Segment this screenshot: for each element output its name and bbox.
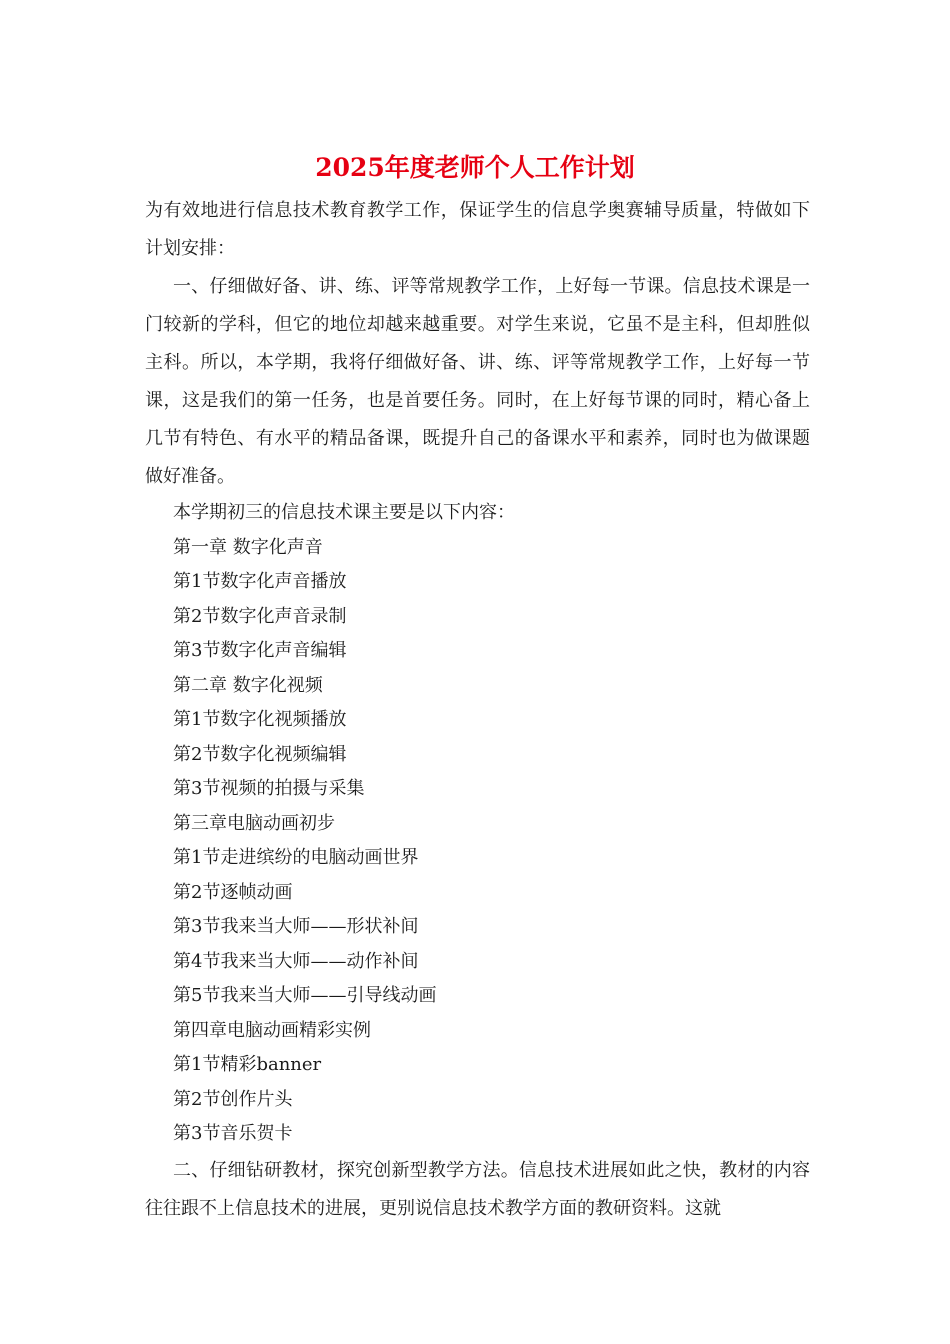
document-title: 2025年度老师个人工作计划 bbox=[315, 153, 635, 182]
syllabus-item: 第二章 数字化视频 bbox=[173, 674, 323, 696]
syllabus-item: 第3节音乐贺卡 bbox=[173, 1123, 293, 1144]
syllabus-item: 第2节逐帧动画 bbox=[173, 881, 293, 903]
section-two-paragraph: 二、仔细钻研教材，探究创新型教学方法。信息技术进展如此之快，教材的内容往往跟不上信息技术的进展，更别说信息技术教学方面的教研资料。这就 bbox=[145, 1159, 810, 1219]
intro-paragraph: 为有效地进行信息技术教育教学工作，保证学生的信息学奥赛辅导质量，特做如下计划安排： bbox=[145, 200, 810, 259]
syllabus-item: 第2节数字化声音录制 bbox=[173, 605, 347, 627]
syllabus-item: 第2节创作片头 bbox=[173, 1088, 293, 1110]
syllabus-item: 第1节数字化声音播放 bbox=[173, 571, 347, 592]
syllabus-item: 第三章电脑动画初步 bbox=[173, 812, 335, 834]
syllabus-item: 第1节走进缤纷的电脑动画世界 bbox=[173, 847, 419, 868]
syllabus-item: 第4节我来当大师——动作补间 bbox=[173, 950, 419, 972]
content-intro: 本学期初三的信息技术课主要是以下内容： bbox=[173, 502, 515, 523]
syllabus-item: 第3节我来当大师——形状补间 bbox=[173, 916, 419, 937]
syllabus-item: 第3节视频的拍摄与采集 bbox=[173, 778, 365, 799]
syllabus-list bbox=[145, 531, 810, 1152]
syllabus-item: 第1节精彩banner bbox=[173, 1054, 322, 1075]
syllabus-item: 第5节我来当大师——引导线动画 bbox=[173, 985, 437, 1006]
syllabus-item: 第一章 数字化声音 bbox=[173, 536, 323, 558]
syllabus-item: 第3节数字化声音编辑 bbox=[173, 640, 347, 661]
section-one-paragraph: 一、仔细做好备、讲、练、评等常规教学工作，上好每一节课。信息技术课是一门较新的学科，但它的地位却越来越重要。对学生来说，它虽不是主科，但却胜似主科。所以，本学期，我将仔细做好备、讲、练、评等常规教学工作，上好每一节课，这是我们的第一任务，也是首要任务。同时，在上好每节课的同时，精心备上几节有特色、有水平的精品备课，既提升自己的备课水平和素养，同时也为做课题做好准备。 bbox=[145, 276, 810, 487]
syllabus-item: 第1节数字化视频播放 bbox=[173, 709, 347, 730]
syllabus-item: 第四章电脑动画精彩实例 bbox=[173, 1019, 371, 1041]
syllabus-item: 第2节数字化视频编辑 bbox=[173, 743, 347, 765]
document-body bbox=[145, 192, 810, 1228]
